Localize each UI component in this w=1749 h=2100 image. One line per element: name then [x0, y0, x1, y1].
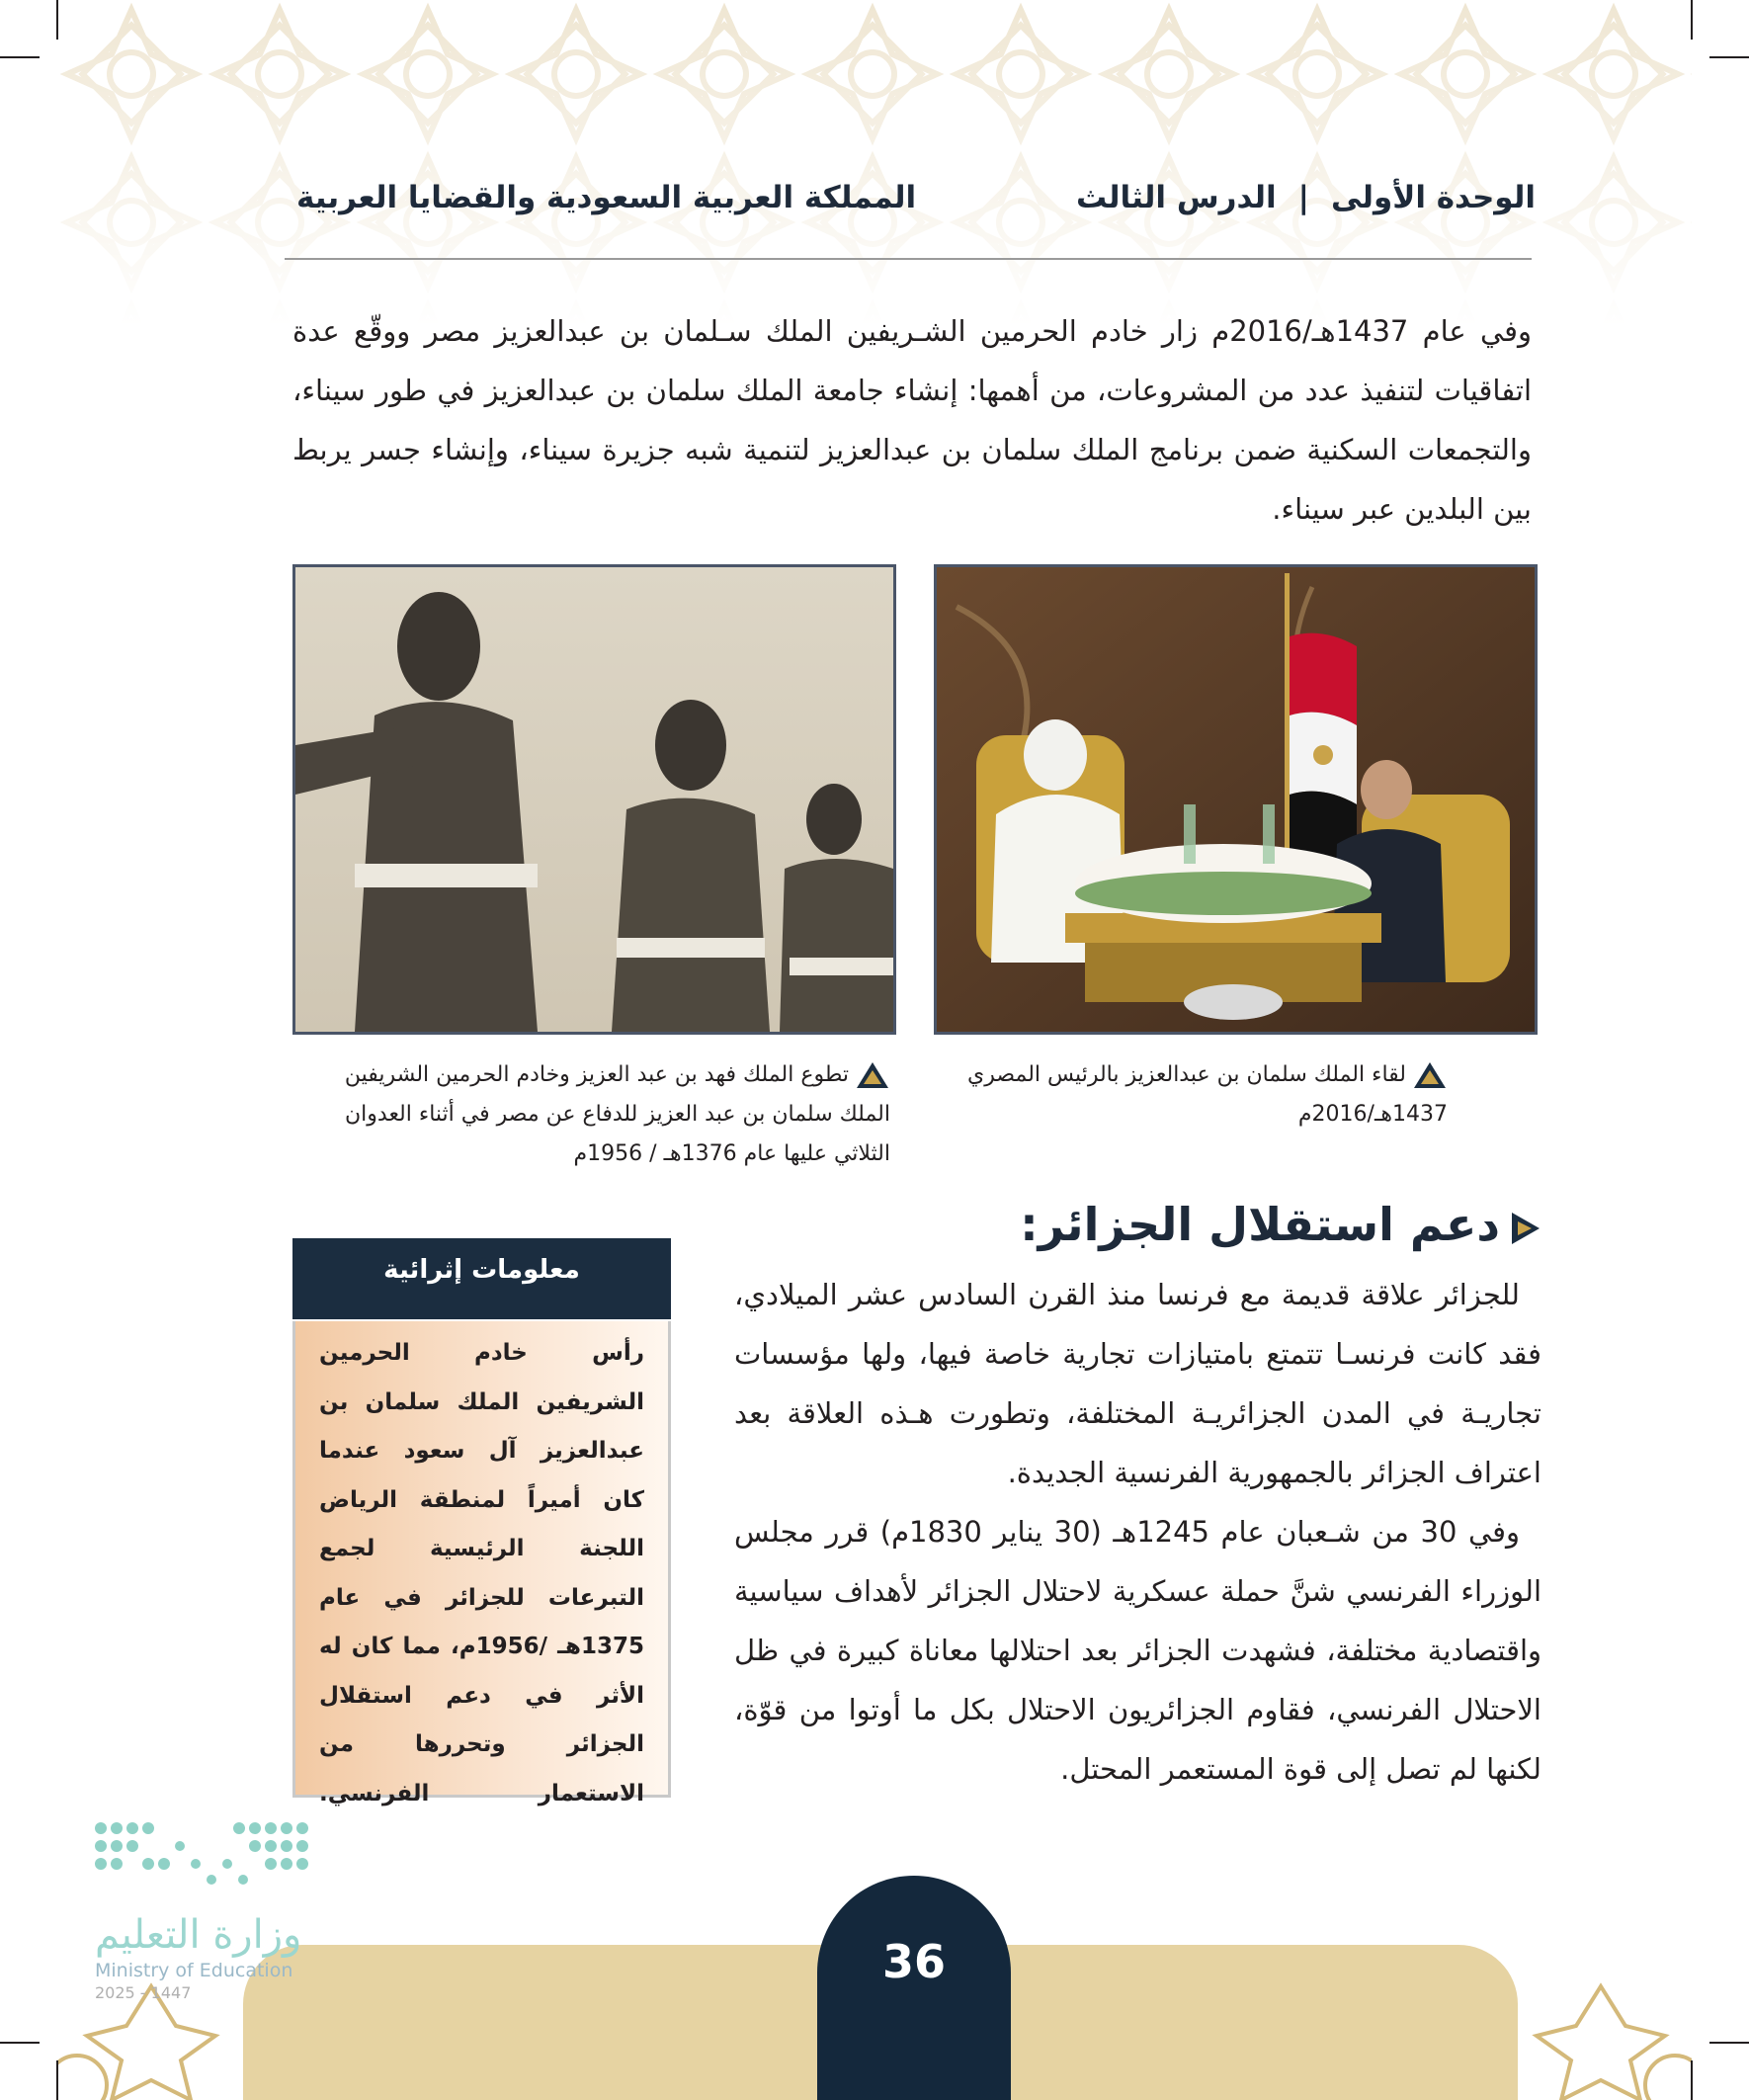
unit-label: الوحدة الأولى: [1330, 180, 1536, 215]
crop-mark: [56, 0, 58, 40]
intro-text: وفي عام 1437هـ/2016م زار خادم الحرمين الشـريفين الملك سـلمان بن عبدالعزيز مصر ووقّع عدة اتفاقيات لتنفيذ عدد من المشروعات، من أهمها: إنشاء جامعة الملك سلمان بن عبدالعزيز في طور سيناء، والتجمعات السكنية ضمن برنامج الملك سلمان بن عبدالعزيز لتنمية شبه جزيرة سيناء، وإنشاء جسر يربط بين البلدين عبر سيناء.: [292, 314, 1532, 526]
intro-paragraph: [292, 301, 1532, 539]
photo-volunteers-1956: [292, 564, 896, 1035]
algeria-paragraph-1: للجزائر علاقة قديمة مع فرنسا منذ القرن السادس عشر الميلادي، فقد كانت فرنسـا تتمتع بامتيازات تجارية خاصة فيها، ولها مؤسسات تجاريـة في المدن الجزائريـة المختلفة، وتطورت هـذه العلاقة بعد اعتراف الجزائر بالجمهورية الفرنسية الجديدة.: [734, 1278, 1541, 1489]
section-title: [1020, 1198, 1541, 1251]
triangle-icon: [1412, 1060, 1448, 1090]
play-marker-icon: [1510, 1211, 1541, 1246]
ministry-name-arabic: وزارة التعليم: [95, 1912, 302, 1958]
crop-mark: [56, 2060, 58, 2100]
info-box-title: معلومات إثرائية: [292, 1238, 671, 1319]
section-title-text: دعم استقلال الجزائر:: [1020, 1198, 1500, 1251]
crop-mark: [1709, 2042, 1749, 2044]
page-header: [287, 180, 1536, 227]
header-separator: |: [1297, 180, 1309, 215]
photo-king-salman-meeting: [934, 564, 1538, 1035]
enrichment-info-box: [292, 1238, 671, 1806]
triangle-icon: [855, 1060, 890, 1090]
unit-lesson-label: [1076, 180, 1536, 215]
crop-mark: [1691, 2060, 1693, 2100]
header-divider: [285, 258, 1532, 260]
photo1-caption: [934, 1055, 1448, 1134]
page-number: 36: [881, 1935, 946, 1988]
lesson-label: الدرس الثالث: [1076, 180, 1277, 215]
crop-mark: [1691, 0, 1693, 40]
info-box-text: رأس خادم الحرمين الشريفين الملك سلمان بن عبدالعزيز آل سعود عندما كان أميراً لمنطقة الرياض اللجنة الرئيسية لجمع التبرعات للجزائر في عام 1375هـ /1956م، مما كان له الأثر في دعم استقلال الجزائر وتحررها من الاستعمار الفرنسي.: [292, 1321, 671, 1798]
corner-ornament: [1512, 1967, 1692, 2100]
photo2-caption: [292, 1055, 890, 1174]
crop-mark: [0, 2042, 40, 2044]
ministry-logo-icon: [91, 1818, 318, 1907]
photo1-caption-text: لقاء الملك سلمان بن عبدالعزيز بالرئيس المصري 1437هـ/2016م: [967, 1062, 1448, 1127]
crop-mark: [0, 56, 40, 58]
lesson-title: المملكة العربية السعودية والقضايا العربية: [296, 180, 917, 215]
edition-year: 2025 - 1447: [95, 1983, 192, 2002]
algeria-paragraph-2: وفي 30 من شـعبان عام 1245هـ (30 يناير 1830م) قرر مجلس الوزراء الفرنسي شنَّ حملة عسكرية لاحتلال الجزائر لأهداف سياسية واقتصادية مختلفة، فشهدت الجزائر بعد احتلالها معاناة كبيرة في ظل الاحتلال الفرنسي، فقاوم الجزائريون الاحتلال بكل ما أوتوا من قوّة، لكنها لم تصل إلى قوة المستعمر المحتل.: [734, 1515, 1541, 1786]
crop-mark: [1709, 56, 1749, 58]
algeria-paragraphs: [734, 1265, 1541, 1799]
background-pattern: [57, 0, 1692, 326]
ministry-name-english: Ministry of Education: [95, 1960, 293, 1981]
photo2-caption-text: تطوع الملك فهد بن عبد العزيز وخادم الحرمين الشريفين الملك سلمان بن عبد العزيز للدفاع عن مصر في أثناء العدوان الثلاثي عليها عام 1376هـ / 1956م: [344, 1062, 890, 1166]
